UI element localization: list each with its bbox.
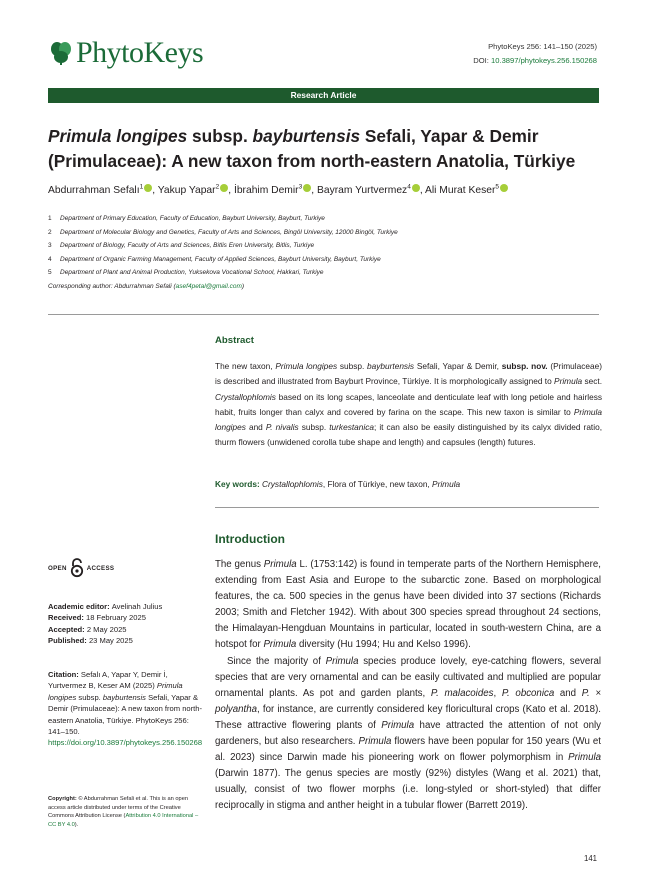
abstract-heading: Abstract [215,335,254,346]
open-access-badge: OPEN ACCESS [48,558,114,578]
logo-text: PhytoKeys [76,36,204,69]
divider [215,507,599,508]
affiliation-item: 2 Department of Molecular Biology and Genetics, Faculty of Arts and Sciences, Bingöl University, 12000 Bingöl, Turkiye [48,228,398,236]
corresponding-author: Corresponding author: Abdurrahman Sefali (asef4petal@gmail.com) [48,282,245,290]
citation-doi-link[interactable]: https://doi.org/10.3897/phytokeys.256.150268 [48,738,203,748]
email-link[interactable]: asef4petal@gmail.com [175,282,242,290]
journal-logo[interactable] [48,38,203,68]
abstract-text: The new taxon, Primula longipes subsp. bayburtensis Sefali, Yapar & Demir, subsp. nov. (Primulaceae) is described and illustrated from Bayburt Province, Türkiye. It is morphologically assigned to Primula sect. Crystallophlomis based on its long scapes, lanceolate and denticulate leaf with long petiole and hairless habit, fruits longer than calyx and covered by farina on the scape. This new taxon is similar to Primula longipes and P. nivalis subsp. turkestanica; it can also be easily distinguished by its calyx divided ratio, thurm flowers (unwidened corolla tube shape and length) and capsules (length) futures. [215,361,603,448]
accepted-date: Accepted: 2 May 2025 [48,624,127,634]
author-name[interactable]: Yakup Yapar [157,185,216,196]
keywords-label: Key words: [215,479,263,489]
article-dates [48,601,203,647]
citation: Citation: Sefalı A, Yapar Y, Demir İ, Yurtvermez B, Keser AM (2025) Primula longipes subsp. bayburtensis Sefali, Yapar & Demir (Primulaceae): A new taxon from north-eastern Anatolia, Türkiye. PhytoKeys 256: 141–150. https://doi.org/10.3897/phytokeys.256.150268 [48,670,203,748]
doi-link[interactable]: 10.3897/phytokeys.256.150268 [491,56,597,65]
paragraph: The genus Primula L. (1753:142) is found in temperate parts of the Northern Hemisphere, extending from East Asia and Europe to the subarctic zone. Based on morphological features, the ca. 500 species in the genus have been divided into 37 sections (Richards 2003; Smith and Fletcher 1942). With about 300 species spread throughout 24 sections, the Himalayan-Hengduan Mountains in particular, located in south-western China, are a hotspot for Primula diversity (Hu 1994; Hu and Kelso 1996). [215,559,601,651]
orcid-icon[interactable] [412,184,420,192]
affiliation-item: 5 Department of Plant and Animal Production, Yuksekova Vocational School, Hakkari, Turkiye [48,269,324,277]
article-type-bar: Research Article [48,88,599,103]
author-list: Abdurrahman Sefalı$^1$ , Yakup Yapar$^2$ , İbrahim Demir$^3$ , Bayram Yurtvermez$^4$ , Ali Murat Keser$^5$ [48,183,608,198]
author-name[interactable]: Abdurrahman Sefalı [48,185,140,196]
page-number: 141 [583,854,597,863]
affiliations [48,212,608,294]
journal-info [473,40,597,68]
copyright: Copyright: © Abdurrahman Sefali et al. This is an open access article distributed under terms of the Creative Commons Attribution License (Attribution 4.0 International – CC BY 4.0). [48,796,199,829]
journal-citation: PhytoKeys 256: 141–150 (2025) [488,42,597,51]
received-date: Received: 18 February 2025 [48,613,146,623]
author-name[interactable]: Ali Murat Keser [424,185,496,196]
affiliation-item: 1 Department of Primary Education, Faculty of Education, Bayburt University, Bayburt, Turkiye [48,215,325,222]
published-date: Published: 23 May 2025 [48,636,133,646]
introduction-heading: Introduction [215,532,285,546]
orcid-icon[interactable] [220,184,228,192]
orcid-icon[interactable] [303,184,311,192]
article-title: Primula longipes subsp. bayburtensis Sefali, Yapar & Demir (Primulaceae): A new taxon from north-eastern Anatolia, Türkiye [48,126,576,171]
orcid-icon[interactable] [500,184,508,192]
doi-line: DOI: 10.3897/phytokeys.256.150268 [473,56,597,65]
license-link[interactable]: Attribution 4.0 International – CC BY 4.0 [48,813,199,829]
leaf-logo-icon [48,40,74,66]
academic-editor: Academic editor: Avelinah Julius [48,602,163,611]
keywords: Key words: Crystallophlomis, Flora of Türkiye, new taxon, Primula [215,479,461,489]
orcid-icon[interactable] [144,184,152,192]
affiliation-item: 3 Department of Biology, Faculty of Arts and Sciences, Bitlis Eren University, Bitlis, Turkiye [48,242,315,250]
paragraph: Since the majority of Primula species produce lovely, eye-catching flowers, several species that are very ornamental and can be easily cultivated and multiplied are popular ornamental plants. As pot and garden plants, P. malacoides, P. obconica and P. × polyantha, for instance, are currently considered key floricultural crops (Kato et al. 2018). These attractive flowering plants of Primula have attracted the attention of not only gardeners, but also researchers. Primula flowers have been popular for 150 years (Wu et al. 2023) since Darwin made his pioneering work on flower polymorphism in Primula (Darwin 1877). The genus species are mostly (92%) distyles (Wang et al. 2021) that, usually, consist of two flower morphs (i.e. long-styled or short-styled) that differ reciprocally in stigma and anther height in a tubular flower (Barrett 2019). [215,655,601,812]
divider [48,314,599,315]
affiliation-item: 4 Department of Organic Farming Management, Faculty of Applied Sciences, Bayburt University, Bayburt, Turkiye [48,255,381,263]
introduction-body [215,557,601,815]
author-name[interactable]: Bayram Yurtvermez [316,185,408,196]
open-access-lock-icon [70,558,84,578]
author-name[interactable]: İbrahim Demir [233,185,299,196]
